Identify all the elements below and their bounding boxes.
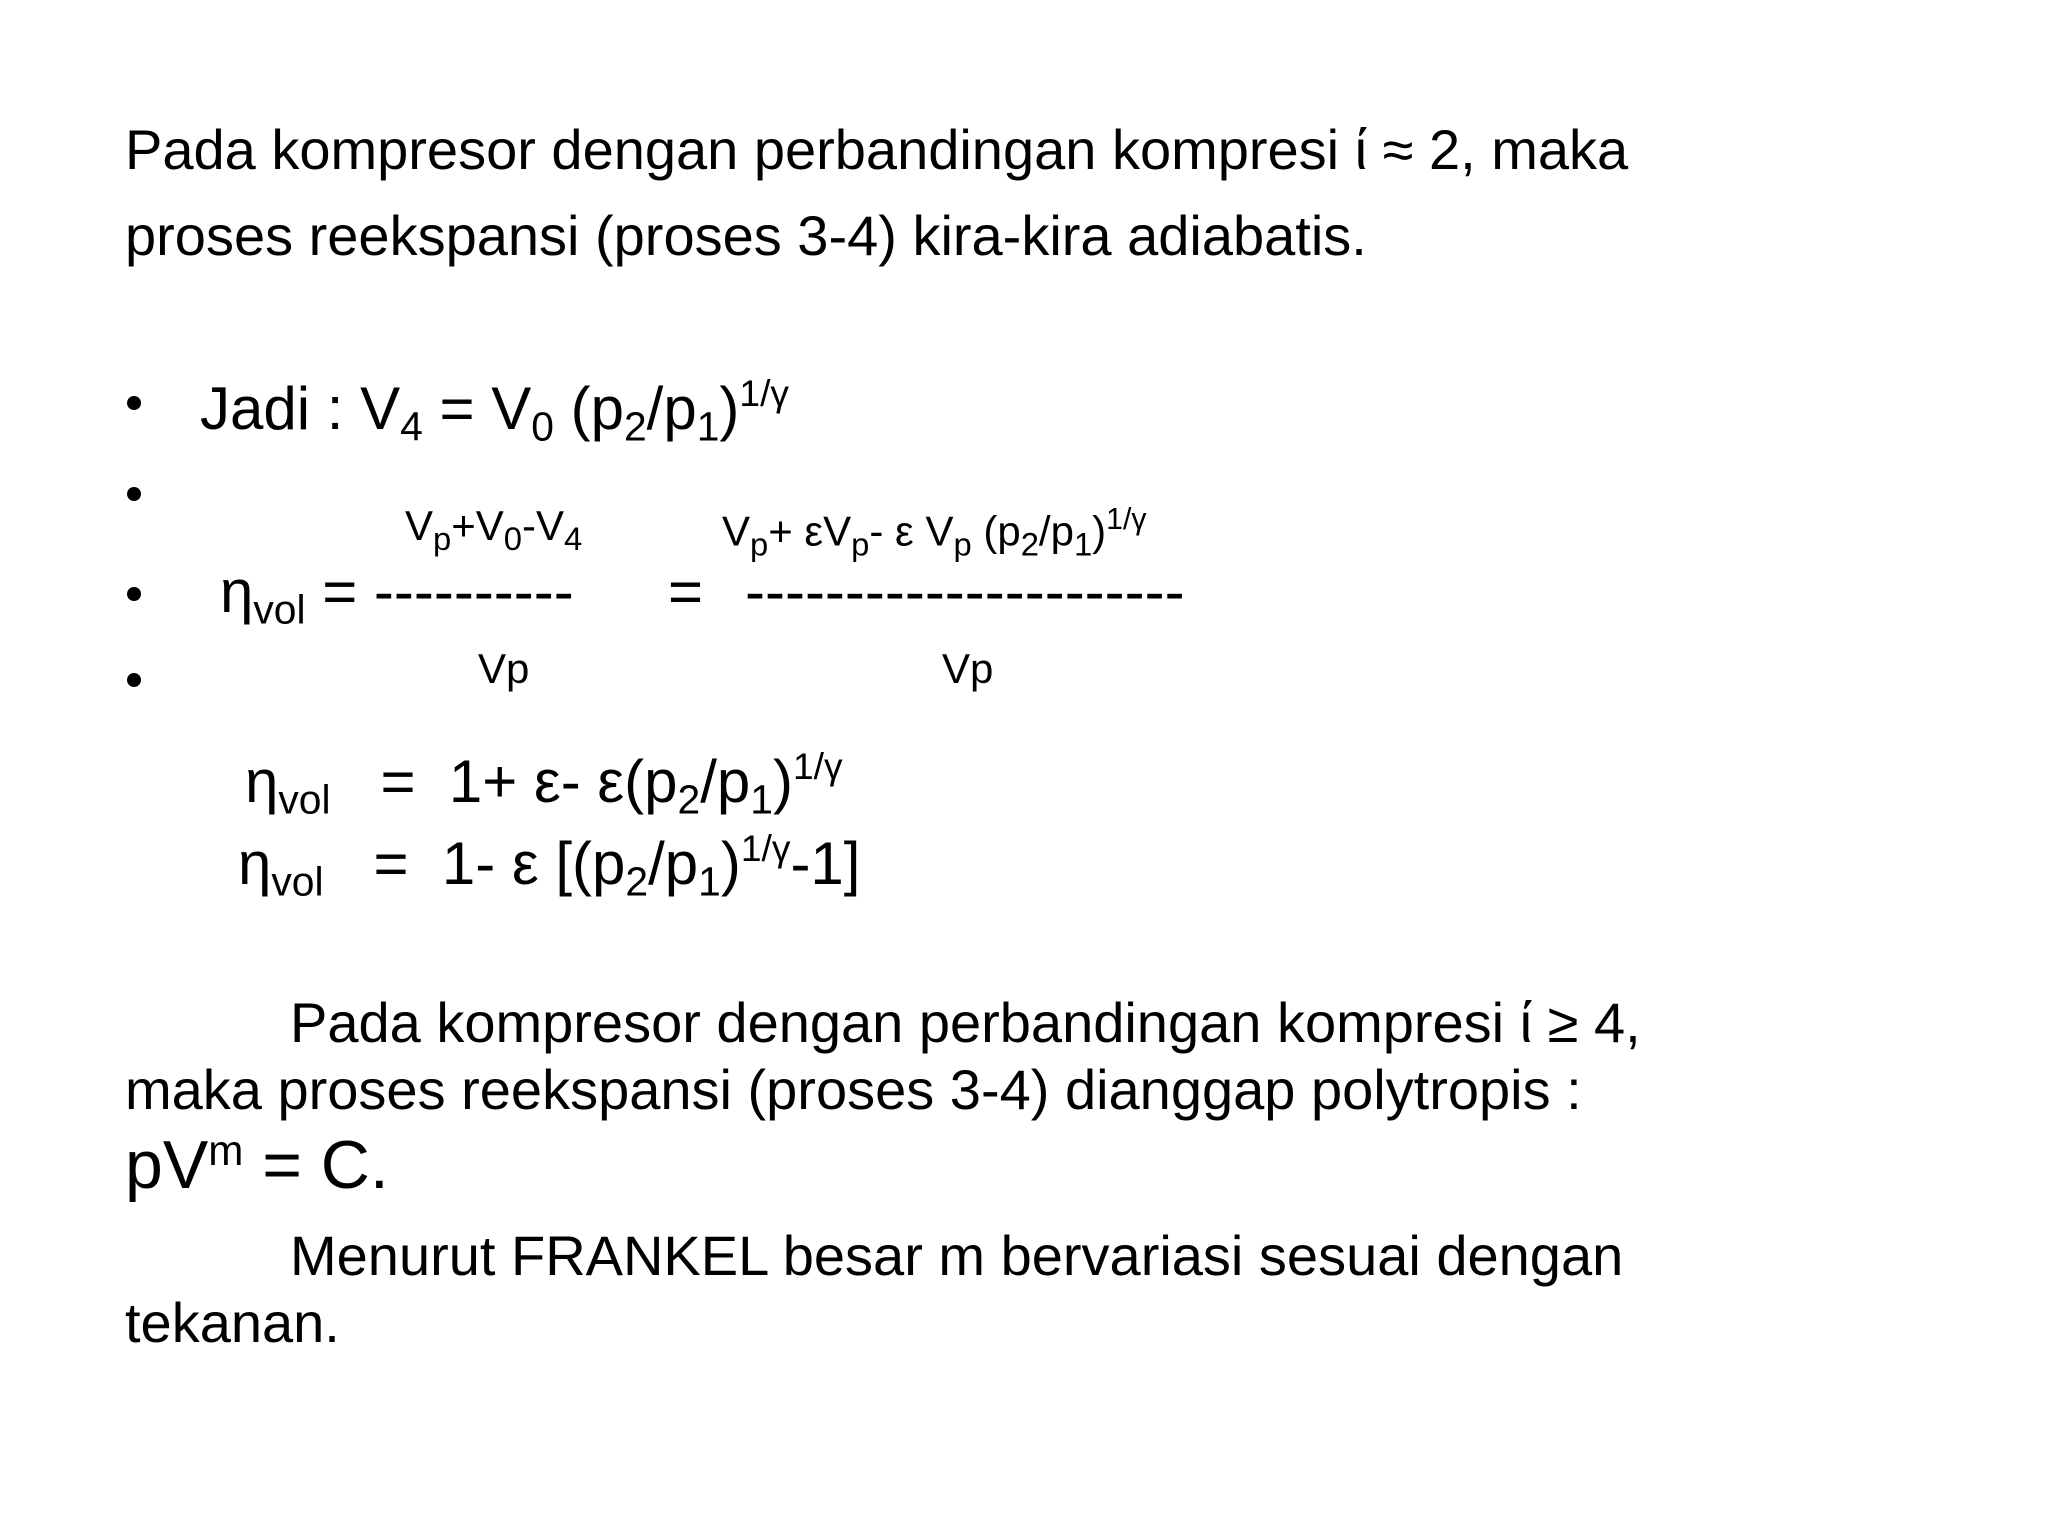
para3-line-1: Menurut FRANKEL besar m bervariasi sesuai dengan — [290, 1224, 1624, 1287]
fraction-denominator-1: Vp — [478, 645, 530, 692]
fraction-numerator-1: $V_p+V_0-V_4$ — [405, 502, 583, 557]
bullet-2 — [127, 487, 141, 501]
equation-eta-1: $\eta_{vol} = 1+ \varepsilon-$ $\varepsilon(p_2/p_1)^{1/\gamma}$ — [245, 745, 843, 823]
equation-eta-fraction: $\eta_{vol}$ = ---------- — [220, 558, 574, 633]
equation-v4: Jadi : $V_4 = V_0$ $(p_2/p_1)^{1/\gamma}$ — [200, 372, 789, 450]
bullet-1 — [127, 396, 141, 410]
equation-pvm: $pV^m = C$. — [125, 1127, 389, 1204]
intro-line-2: proses reekspansi (proses 3-4) kira-kira adiabatis. — [125, 204, 1367, 267]
bullet-4 — [127, 673, 141, 687]
bullet-3 — [127, 587, 141, 601]
fraction-denominator-2: Vp — [942, 645, 994, 692]
para2-line-1: Pada kompresor dengan perbandingan kompresi ί ≥ 4, — [290, 991, 1641, 1054]
fraction-bar-2: ---------------------- — [745, 558, 1185, 625]
intro-line-1: Pada kompresor dengan perbandingan kompresi ί ≈ 2, maka — [125, 118, 1629, 181]
fraction-equals: = — [668, 558, 704, 625]
equation-eta-2: $\eta_{vol} = 1-$ ε $[(p_2/p_1)^{1/\gamma}-1]$ — [238, 827, 861, 905]
para3-line-2: tekanan. — [125, 1291, 340, 1354]
fraction-numerator-2: $V_p+ \varepsilon V_p-$ ε $V_p$ $(p_2/p_1)^{1/\gamma}$ — [722, 503, 1147, 563]
para2-line-2: maka proses reekspansi (proses 3-4) dianggap polytropis : — [125, 1058, 1582, 1121]
